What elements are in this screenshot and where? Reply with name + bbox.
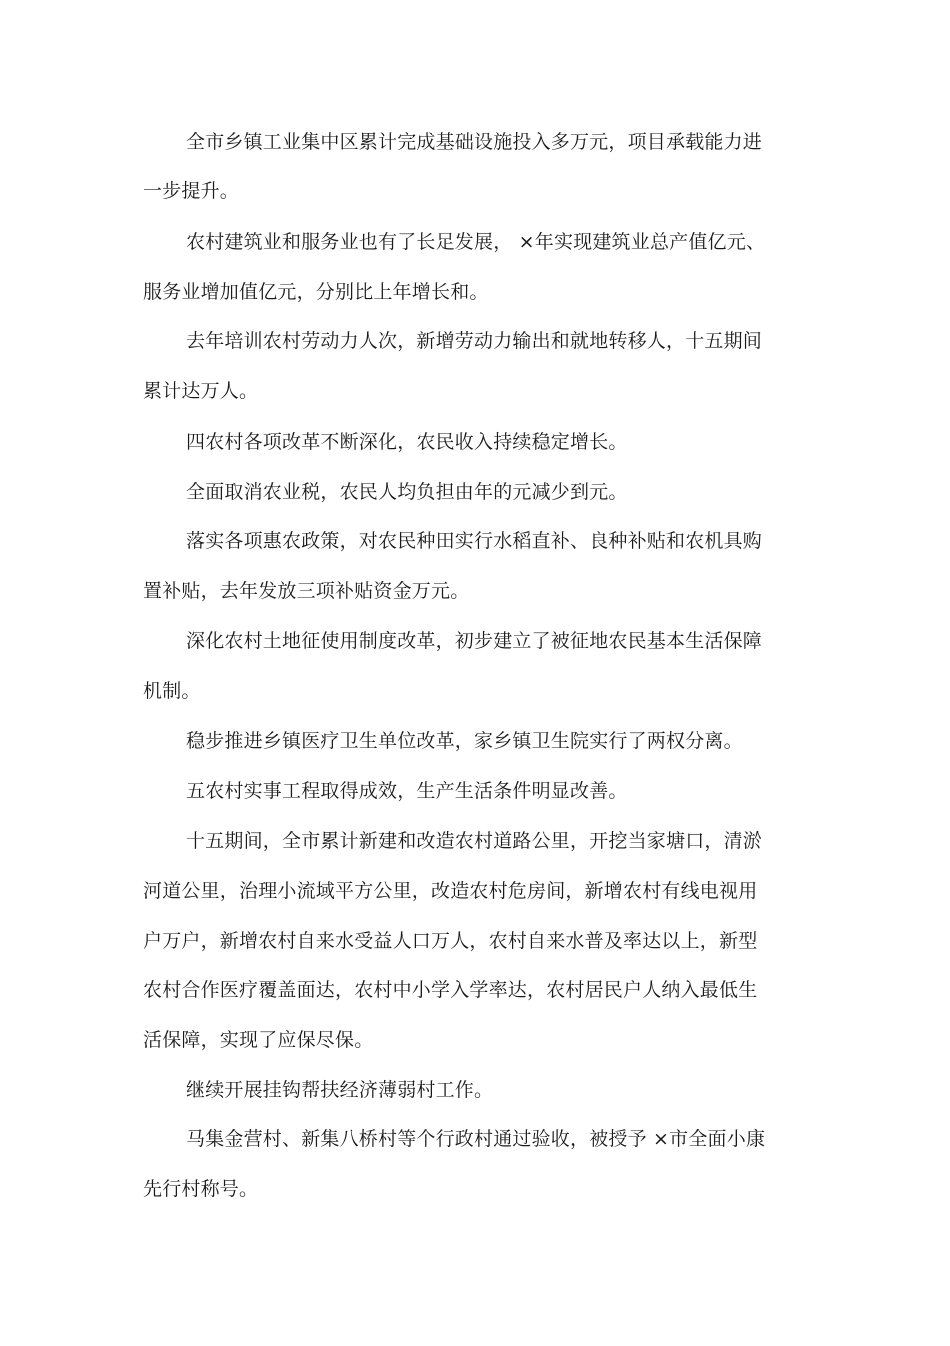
text-line: 机制。: [143, 680, 201, 702]
text-line: 马集金营村、新集八桥村等个行政村通过验收，被授予 ×市全面小康: [186, 1128, 766, 1150]
text-line: 落实各项惠农政策，对农民种田实行水稻直补、良种补贴和农机具购: [186, 530, 763, 552]
text-line: 服务业增加值亿元，分别比上年增长和。: [143, 281, 489, 303]
text-line: 四农村各项改革不断深化，农民收入持续稳定增长。: [186, 431, 628, 453]
text-line: 累计达万人。: [143, 380, 259, 402]
text-line: 活保障，实现了应保尽保。: [143, 1029, 374, 1051]
text-line: 一步提升。: [143, 180, 240, 202]
text-line: 稳步推进乡镇医疗卫生单位改革，家乡镇卫生院实行了两权分离。: [186, 730, 743, 752]
text-line: 继续开展挂钩帮扶经济薄弱村工作。: [186, 1079, 494, 1101]
text-line: 先行村称号。: [143, 1178, 259, 1200]
text-line: 十五期间，全市累计新建和改造农村道路公里，开挖当家塘口，清淤: [186, 830, 763, 852]
text-line: 全市乡镇工业集中区累计完成基础设施投入多万元，项目承载能力进: [186, 131, 763, 153]
text-line: 农村合作医疗覆盖面达，农村中小学入学率达，农村居民户人纳入最低生: [143, 979, 758, 1001]
text-line: 置补贴，去年发放三项补贴资金万元。: [143, 580, 470, 602]
text-line: 深化农村土地征使用制度改革，初步建立了被征地农民基本生活保障: [186, 630, 763, 652]
text-line: 去年培训农村劳动力人次，新增劳动力输出和就地转移人，十五期间: [186, 330, 763, 352]
text-line: 河道公里，治理小流域平方公里，改造农村危房间，新增农村有线电视用: [143, 880, 758, 902]
text-line: 农村建筑业和服务业也有了长足发展， ×年实现建筑业总产值亿元、: [186, 231, 766, 253]
text-line: 户万户，新增农村自来水受益人口万人，农村自来水普及率达以上，新型: [143, 930, 758, 952]
text-line: 五农村实事工程取得成效，生产生活条件明显改善。: [186, 780, 628, 802]
text-line: 全面取消农业税，农民人均负担由年的元减少到元。: [186, 481, 628, 503]
